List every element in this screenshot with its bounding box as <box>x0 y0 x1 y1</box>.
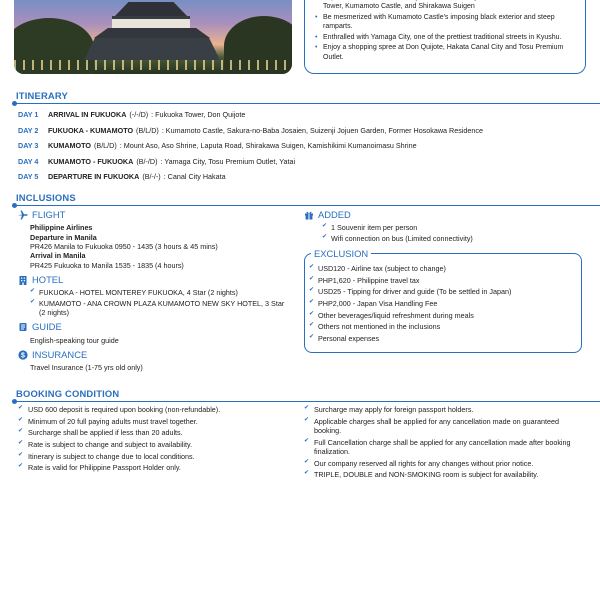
added-item: ✔ Wifi connection on bus (Limited connectivity) <box>322 234 586 243</box>
day-label: DAY 1 <box>18 110 39 120</box>
booking-item: ✔ USD 600 deposit is required upon booking (non-refundable). <box>18 405 298 414</box>
booking-item: ✔ Rate is valid for Philippine Passport Holder only. <box>18 463 298 472</box>
exclusion-item: ✔ PHP1,620 - Philippine travel tax <box>309 276 575 285</box>
hotel-label: HOTEL <box>32 274 64 286</box>
booking-item: ✔ Surcharge shall be applied if less than 20 adults. <box>18 428 298 437</box>
day-title: DEPARTURE IN FUKUOKA <box>48 172 140 182</box>
flight-details <box>18 223 288 270</box>
insurance-block <box>18 349 288 373</box>
castle-roof-top <box>106 2 196 16</box>
insurance-text: Travel Insurance (1-75 yrs old only) <box>30 363 143 373</box>
itinerary-row <box>18 138 588 154</box>
day-label: DAY 3 <box>18 141 39 151</box>
inclusions-heading: INCLUSIONS <box>16 192 76 203</box>
exclusion-item: ✔ USD25 - Tipping for driver and guide (To be settled in Japan) <box>309 287 575 296</box>
day-meals: (-/-/D) <box>129 110 149 120</box>
departure-detail: PR426 Manila to Fukuoka 0950 - 1435 (3 hours & 45 mins) <box>30 241 218 251</box>
itinerary-heading: ITINERARY <box>16 90 68 101</box>
itinerary-divider <box>16 103 600 104</box>
day-detail: : Yamaga City, Tosu Premium Outlet, Yatai <box>160 156 296 166</box>
exclusion-list <box>309 264 575 343</box>
booking-right-column <box>304 405 584 482</box>
guide-text: English-speaking tour guide <box>30 335 119 345</box>
booking-divider <box>16 401 600 402</box>
insurance-heading <box>18 349 288 361</box>
added-item: ✔ 1 Souvenir item per person <box>322 223 586 232</box>
highlight-item: • Enthralled with Yamaga City, one of the prettiest traditional streets in Kyushu. <box>315 33 579 42</box>
day-meals: (B/L/D) <box>136 125 159 135</box>
top-section <box>0 0 600 78</box>
exclusion-item: ✔ Other beverages/liquid refreshment during meals <box>309 311 575 320</box>
booking-left-list <box>18 405 298 473</box>
itinerary-row <box>18 123 588 139</box>
booking-item: ✔ Applicable charges shall be applied for any cancellation made on guaranteed booking. <box>304 417 584 436</box>
booking-item: ✔ Full Cancellation charge shall be applied for any cancellation made after booking finalization. <box>304 438 584 457</box>
castle-lights <box>14 60 292 70</box>
highlight-item: • Be mesmerized with Kumamoto Castle's imposing black exterior and steep ramparts. <box>315 13 579 32</box>
svg-text:$: $ <box>21 352 25 360</box>
day-title: ARRIVAL IN FUKUOKA <box>48 110 127 120</box>
day-detail: : Mount Aso, Aso Shrine, Laputa Road, Shirakawa Suigen, Kamishikimi Kumanoimasu Shrine <box>119 141 417 151</box>
exclusion-item: ✔ Others not mentioned in the inclusions <box>309 322 575 331</box>
itinerary-row <box>18 169 588 185</box>
kumamoto-castle-photo <box>14 0 292 74</box>
flight-label: FLIGHT <box>32 209 66 220</box>
added-label: ADDED <box>318 209 351 220</box>
dollar-icon <box>18 350 28 360</box>
guide-label: GUIDE <box>32 321 62 333</box>
day-detail: : Fukuoka Tower, Don Quijote <box>151 110 246 120</box>
guide-icon <box>18 322 28 332</box>
day-title: KUMAMOTO - FUKUOKA <box>48 156 134 166</box>
booking-item: ✔ Minimum of 20 full paying adults must travel together. <box>18 417 298 426</box>
highlights-list <box>315 0 579 62</box>
itinerary-row <box>18 154 588 170</box>
hotel-list <box>18 288 288 317</box>
highlight-item: • Enjoy a shopping spree at Don Quijote, Hakata Canal City and Tosu Premium Outlet. <box>315 43 579 62</box>
inclusions-divider <box>16 205 600 206</box>
day-label: DAY 4 <box>18 156 39 166</box>
day-title: FUKUOKA - KUMAMOTO <box>48 125 134 135</box>
hotel-icon <box>18 275 28 285</box>
arrival-detail: PR425 Fukuoka to Manila 1535 - 1835 (4 hours) <box>30 260 184 270</box>
highlights-box <box>304 0 586 74</box>
day-detail: : Canal City Hakata <box>163 172 226 182</box>
flight-block <box>18 209 288 270</box>
booking-item: ✔ TRIPLE, DOUBLE and NON-SMOKING room is subject for availability. <box>304 470 584 479</box>
day-title: KUMAMOTO <box>48 141 91 151</box>
exclusion-label: EXCLUSION <box>314 247 369 259</box>
booking-item: ✔ Itinerary is subject to change due to local conditions. <box>18 452 298 461</box>
day-meals: (B/-/-) <box>142 172 161 182</box>
exclusion-item: ✔ USD120 - Airline tax (subject to change) <box>309 264 575 273</box>
booking-item: ✔ Surcharge may apply for foreign passport holders. <box>304 405 584 414</box>
added-heading <box>304 209 586 221</box>
exclusion-item: ✔ PHP2,000 - Japan Visa Handling Fee <box>309 299 575 308</box>
airplane-icon <box>18 210 28 220</box>
day-detail: : Kumamoto Castle, Sakura-no-Baba Josaien, Suizenji Jojuen Garden, Former Hosokawa Residence <box>161 125 484 135</box>
itinerary-row <box>18 107 588 123</box>
highlight-item: • Tower, Kumamoto Castle, and Shirakawa Suigen <box>315 0 579 12</box>
inclusions-right-column <box>304 209 586 353</box>
booking-heading: BOOKING CONDITION <box>16 388 120 399</box>
castle-roof-lower <box>94 28 210 38</box>
exclusion-item: ✔ Personal expenses <box>309 334 575 343</box>
day-label: DAY 5 <box>18 172 39 182</box>
guide-heading <box>18 321 288 333</box>
booking-left-column <box>18 405 298 475</box>
day-meals: (B/-/D) <box>136 156 158 166</box>
gift-icon <box>304 210 314 220</box>
castle-stone-base <box>84 38 220 60</box>
exclusion-heading <box>311 248 371 260</box>
arrival-label: Arrival in Manila <box>30 251 86 261</box>
hotel-heading <box>18 274 288 286</box>
itinerary-list <box>18 107 588 185</box>
day-meals: (B/L/D) <box>94 141 117 151</box>
inclusions-left-column <box>18 209 288 376</box>
booking-item: ✔ Rate is subject to change and subject to availability. <box>18 440 298 449</box>
booking-right-list <box>304 405 584 480</box>
guide-block <box>18 321 288 345</box>
exclusion-box <box>304 247 582 353</box>
departure-label: Departure in Manila <box>30 232 97 242</box>
insurance-label: INSURANCE <box>32 348 88 360</box>
day-label: DAY 2 <box>18 125 39 135</box>
hotel-item: ✔ FUKUOKA - HOTEL MONTEREY FUKUOKA, 4 Star (2 nights) <box>30 288 288 297</box>
booking-item: ✔ Our company reserved all rights for any changes without prior notice. <box>304 459 584 468</box>
flight-heading <box>18 209 288 221</box>
hotel-item: ✔ KUMAMOTO - ANA CROWN PLAZA KUMAMOTO NEW SKY HOTEL, 3 Star (2 nights) <box>30 299 288 318</box>
airline-name: Philippine Airlines <box>30 223 93 233</box>
added-list <box>310 223 586 243</box>
hotel-block <box>18 274 288 317</box>
